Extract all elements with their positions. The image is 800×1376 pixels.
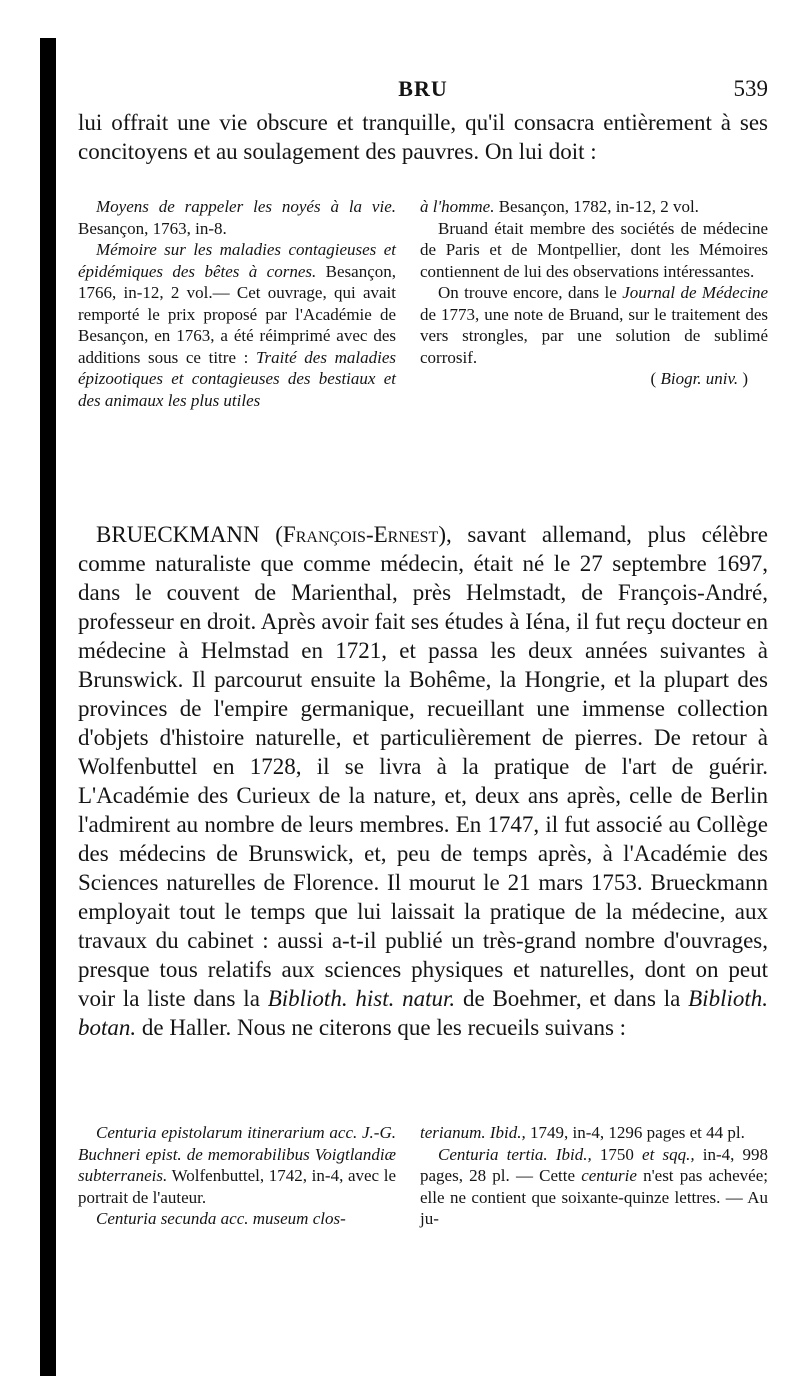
note-paragraph: Bruand était membre des sociétés de médecine de Paris et de Montpellier, dont les Mémoires contiennent de lui des observations intéressantes. [420,218,768,281]
notes-left-column [78,196,396,411]
scan-page-edge [40,38,56,1376]
bibliography-continuation [420,1122,768,1144]
page-number: 539 [733,76,768,101]
source-citation: ( Biogr. univ. ) [650,369,748,388]
intro-paragraph [78,108,768,166]
bibliography-right-column [420,1122,768,1230]
intro-text: lui offrait une vie obscure et tranquille, qu'il consacra entièrement à ses concitoyens et au soulagement des pauvres. On lui doit : [78,110,768,164]
bibliography-item [78,1208,396,1230]
note-title: Moyens de rappeler les noyés à la vie. [96,197,396,216]
article-given-names: (François-Ernest) [275,522,446,547]
bibliography-item: Centuria tertia. Ibid., 1750 et sqq., in-4, 998 pages, 28 pl. — Cette centurie n'est pas achevée; elle ne contient que soixante-quinze lettres. — Au ju- [420,1144,769,1228]
note-paragraph: On trouve encore, dans le Journal de Médecine de 1773, une note de Bruand, sur le traitement des vers strongles, par une solution de sublimé corrosif. [420,283,769,367]
work-title: Centuria secunda acc. museum clos- [96,1209,346,1228]
note-item [78,239,396,411]
work-details: 1749, in-4, 1296 pages et 44 pl. [525,1123,745,1142]
notes-right-column [420,196,768,390]
bibliography-item [78,1122,396,1208]
bibliography-left-column [78,1122,396,1230]
article-entry [78,520,768,1042]
note-details: Besançon, 1763, in-8. [78,218,227,238]
note-item [78,196,396,239]
running-header [78,76,768,108]
work-title: terianum. Ibid., [420,1123,526,1142]
article-headword: BRUECKMANN [96,522,260,547]
reference-title: Biblioth. hist. natur. [267,986,456,1011]
work-details: Wolfenbuttel, 1742, in-4, avec le portrait de l'auteur. [78,1166,396,1207]
note-title: à l'homme. [420,197,495,216]
note-title: Traité des maladies épizootiques et contagieuses des bestiaux et des animaux les plus utiles [78,347,396,410]
note-continuation [420,196,768,218]
article-body: BRUECKMANN (François-Ernest), savant allemand, plus célèbre comme naturaliste que comme médecin, était né le 27 septembre 1697, dans le couvent de Marienthal, près Helmstadt, de François-André, professeur en droit. Après avoir fait ses études à Iéna, il fut reçu docteur en médecine à Helmstad en 1721, et passa les deux années suivantes à Brunswick. Il parcourut ensuite la Bohême, la Hongrie, et la plupart des provinces de l'empire germanique, recueillant une immense collection d'objets d'histoire naturelle, et particulièrement de pierres. De retour à Wolfenbuttel en 1728, il se livra à la pratique de l'art de guérir. L'Académie des Curieux de la nature, et, deux ans après, celle de Berlin l'admirent au nombre de leurs membres. En 1747, il fut associé au Collège des médecins de Brunswick, et, peu de temps après, à l'Académie des Sciences naturelles de Florence. Il mourut le 21 mars 1753. Brueckmann employait tout le temps que lui laissait la pratique de la médecine, aux travaux du cabinet : aussi a-t-il publié un très-grand nombre d'ouvrages, presque tous relatifs aux sciences physiques et naturelles, dont on peut voir la liste dans la Biblioth. hist. natur. de Boehmer, et dans la Biblioth. botan. de Haller. Nous ne citerons que les recueils suivans : [78,522,769,1040]
journal-title: Journal de Médecine [622,283,769,302]
work-title: Centuria epistolarum itinerarium acc. J.-G. Buchneri epist. de memorabilibus Voigtlandiæ subterraneis. [78,1123,396,1185]
note-details: Besançon, 1782, in-12, 2 vol. [494,197,699,216]
note-title: Mémoire sur les maladies contagieuses et épidémiques des bêtes à cornes. [78,240,396,281]
note-details: Besançon, 1766, in-12, 2 vol.— Cet ouvrage, qui avait remporté le prix proposé par l'Académie de Besançon, en 1763, a été réimprimé avec des additions sous ce titre : [78,261,397,367]
reference-title: Biblioth. botan. [78,986,768,1040]
work-title: Centuria tertia. Ibid., [438,1144,592,1164]
running-title: BRU [398,76,448,101]
